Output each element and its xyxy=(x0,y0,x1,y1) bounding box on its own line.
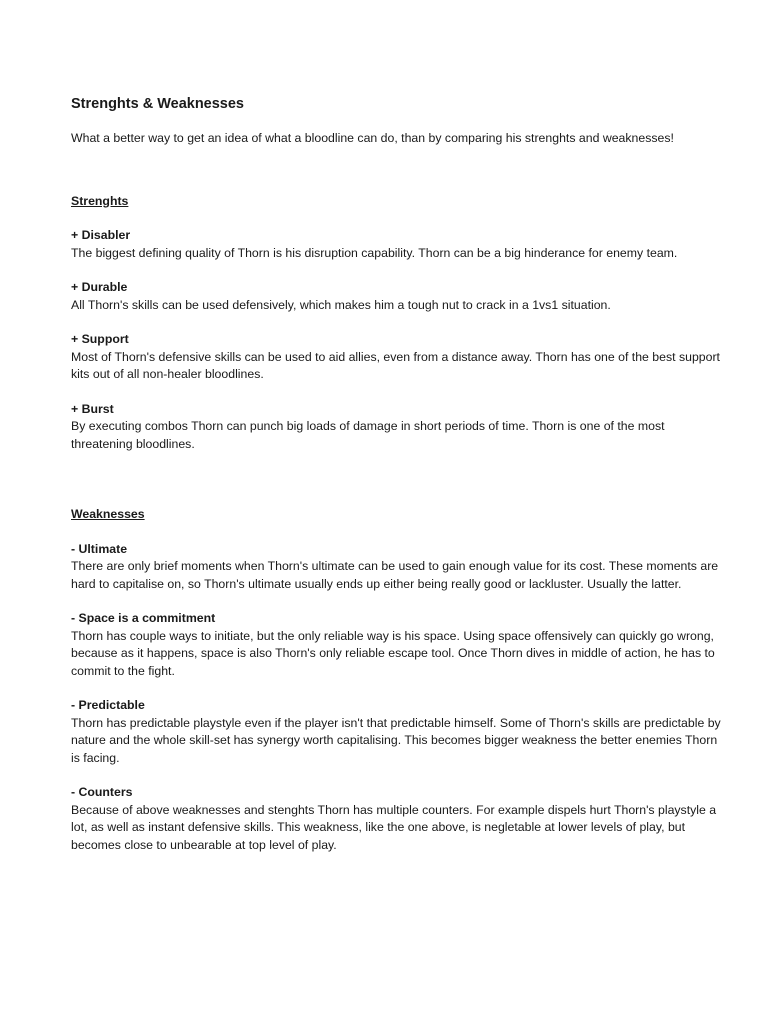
weakness-item-body: There are only brief moments when Thorn's ultimate can be used to gain enough value for its cost. These moments are hard to capitalise on, so Thorn's ultimate usually ends up either being really good or lackluster. Usually the latter. xyxy=(71,559,719,591)
strength-item-disabler xyxy=(71,227,721,262)
strength-item-body: All Thorn's skills can be used defensively, which makes him a tough nut to crack in a 1vs1 situation. xyxy=(71,297,611,312)
strength-item-burst xyxy=(71,401,721,454)
intro-paragraph: What a better way to get an idea of what a bloodline can do, than by comparing his strenghts and weaknesses! xyxy=(71,131,674,145)
weakness-item-title: - Counters xyxy=(71,785,133,799)
weaknesses-heading: Weaknesses xyxy=(71,507,145,521)
strengths-heading: Strenghts xyxy=(71,193,129,208)
document-page xyxy=(71,94,721,854)
strengths-section xyxy=(71,193,721,454)
page-title: Strenghts & Weaknesses xyxy=(71,96,244,112)
strength-item-title: + Durable xyxy=(71,280,128,294)
strength-item-support xyxy=(71,331,721,384)
weakness-item-body: Thorn has couple ways to initiate, but the only reliable way is his space. Using space offensively can quickly go wrong, because as it happens, space is also Thorn's only reliable escape tool. Once Thorn dives in middle of action, he has to commit to the fight. xyxy=(71,628,715,678)
weakness-item-space xyxy=(71,610,721,680)
weakness-item-body: Because of above weaknesses and stenghts Thorn has multiple counters. For example dispels hurt Thorn's playstyle a lot, as well as instant defensive skills. This weakness, like the one above, is negletable at lower levels of play, but becomes close to unbearable at top level of play. xyxy=(71,802,717,852)
strength-item-body: By executing combos Thorn can punch big loads of damage in short periods of time. Thorn is one of the most threatening bloodlines. xyxy=(71,419,665,451)
strength-item-body: The biggest defining quality of Thorn is his disruption capability. Thorn can be a big hinderance for enemy team. xyxy=(71,245,678,260)
strength-item-title: + Support xyxy=(71,332,129,346)
weaknesses-section xyxy=(71,506,721,854)
strength-item-title: + Disabler xyxy=(71,228,131,242)
weakness-item-title: - Space is a commitment xyxy=(71,611,216,625)
strength-item-body: Most of Thorn's defensive skills can be used to aid allies, even from a distance away. Thorn has one of the best support kits out of all non-healer bloodlines. xyxy=(71,349,720,381)
strength-item-durable xyxy=(71,279,721,314)
weakness-item-predictable xyxy=(71,697,721,767)
weakness-item-title: - Ultimate xyxy=(71,541,128,556)
weakness-item-ultimate xyxy=(71,541,721,594)
weakness-item-counters xyxy=(71,784,721,854)
strength-item-title: + Burst xyxy=(71,401,114,416)
weakness-item-title: - Predictable xyxy=(71,698,145,712)
weakness-item-body: Thorn has predictable playstyle even if the player isn't that predictable himself. Some of Thorn's skills are predictable by nature and the whole skill-set has synergy worth capitalising. This becomes bigger weakness the better enemies Thorn is facing. xyxy=(71,715,721,765)
